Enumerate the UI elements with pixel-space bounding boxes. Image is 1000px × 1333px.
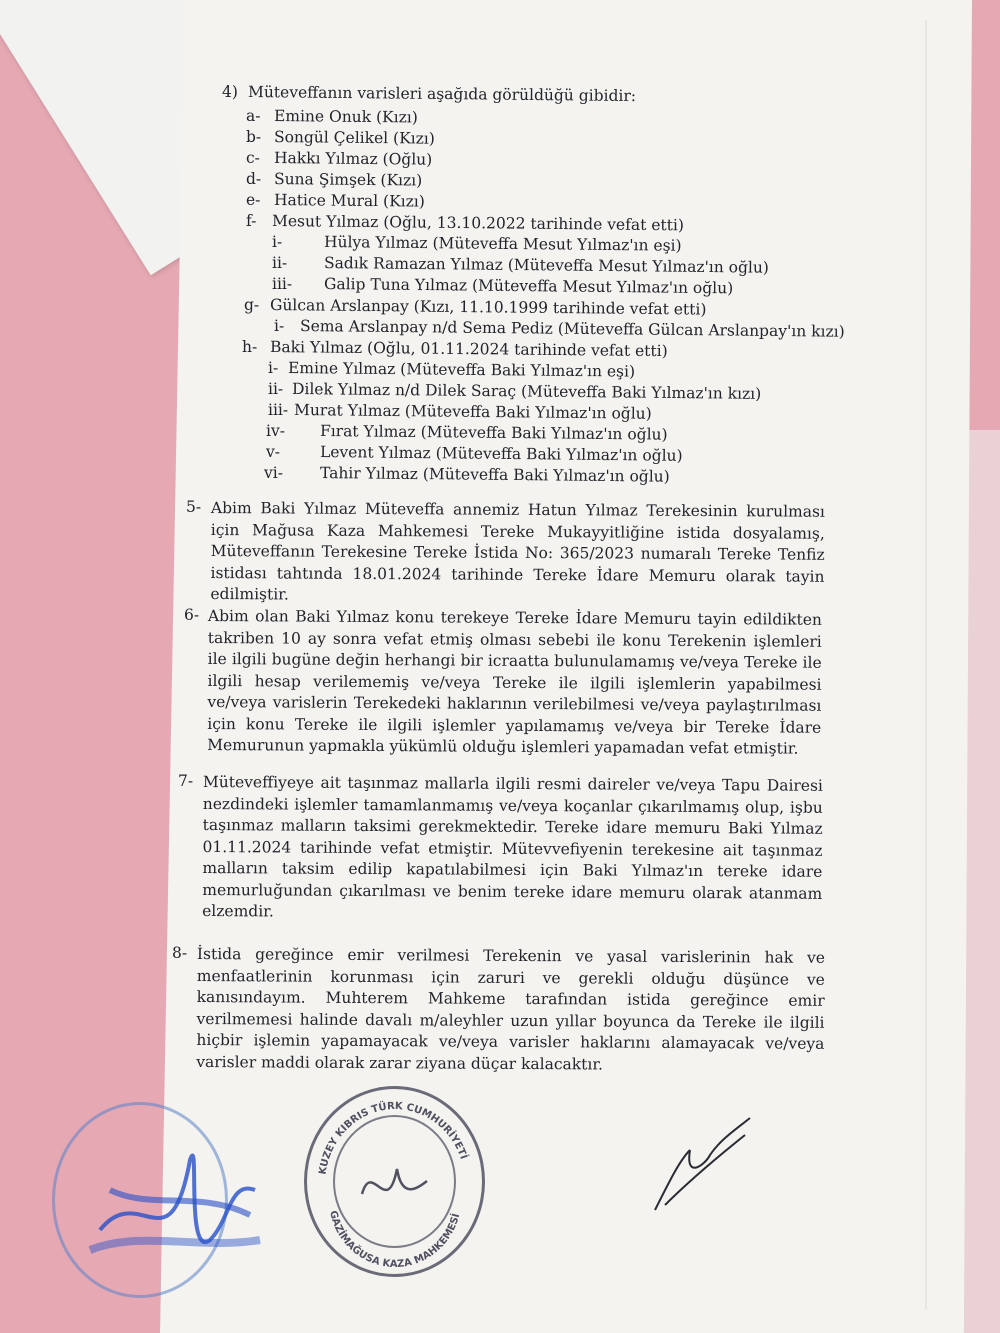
heir-text: Gülcan Arslanpay (Kızı, 11.10.1999 tarihinde vefat etti)	[269, 296, 707, 319]
heir-label: h-	[242, 338, 258, 356]
heir-text: Baki Yılmaz (Oğlu, 01.11.2024 tarihinde vefat etti)	[269, 338, 668, 361]
svg-text:GAZİMAĞUSA KAZA MAHKEMESİ	[327, 1210, 462, 1270]
handwritten-signature	[650, 1110, 760, 1220]
section-4-intro: Müteveffanın varisleri aşağıda görüldüğü gibidir:	[247, 83, 637, 106]
section-8-number: 8-	[172, 944, 188, 962]
court-seal-lettering	[307, 1089, 482, 1274]
heir-label: f-	[246, 212, 257, 230]
heir-label: iv-	[266, 422, 285, 440]
heir-label: i-	[272, 233, 283, 251]
section-4-number: 4)	[222, 83, 238, 101]
heir-label: iii-	[272, 275, 293, 293]
section-5-number: 5-	[186, 498, 202, 516]
heir-label: e-	[246, 191, 261, 209]
court-seal-top-text: KUZEY KIBRIS TÜRK CUMHURİYETİ	[317, 1100, 469, 1176]
heir-text: Fırat Yılmaz (Müteveffa Baki Yılmaz'ın oğlu)	[319, 422, 668, 444]
heir-label: ii-	[272, 254, 288, 272]
blue-signature	[80, 1120, 270, 1290]
heir-text: Mesut Yılmaz (Oğlu, 13.10.2022 tarihinde vefat etti)	[271, 212, 685, 235]
svg-text:KUZEY KIBRIS TÜRK CUMHURİYETİ	[318, 1099, 472, 1176]
heir-label: ii-	[268, 380, 284, 398]
section-6-number: 6-	[184, 606, 200, 624]
heir-text: Murat Yılmaz (Müteveffa Baki Yılmaz'ın oğlu)	[293, 401, 652, 423]
heir-label: c-	[246, 149, 260, 167]
section-7-number: 7-	[178, 772, 194, 790]
heir-text: Galip Tuna Yılmaz (Müteveffa Mesut Yılmaz'ın oğlu)	[323, 275, 734, 298]
section-8-paragraph: İstida gereğince emir verilmesi Terekenin ve yasal varislerinin hak ve menfaatlerinin korunması için zaruri ve gerekli olduğu düşünce ve kanısındayım. Muhterem Mahkeme tarafından istida gereğince emir verilmemesi halinde davalı m/aleyhler uzun yıllar boyunca da Tereke ile ilgili hiçbir işlemin yapamayacak ve/veya varisler haklarını alamayacak ve/veya varisler maddi olarak zarar ziyana düçar kalacaktır.	[196, 945, 825, 1073]
heir-text: Sadık Ramazan Yılmaz (Müteveffa Mesut Yılmaz'ın oğlu)	[323, 254, 770, 277]
heir-text: Emine Onuk (Kızı)	[273, 107, 418, 127]
heir-text: Hülya Yılmaz (Müteveffa Mesut Yılmaz'ın eşi)	[323, 233, 682, 255]
heir-label: iii-	[268, 401, 289, 419]
heir-label: v-	[266, 443, 280, 461]
court-seal-bottom-text: GAZİMAĞUSA KAZA MAHKEMESİ	[327, 1209, 463, 1271]
heir-text: Levent Yılmaz (Müteveffa Baki Yılmaz'ın oğlu)	[319, 443, 683, 465]
heir-label: i-	[268, 359, 279, 377]
heir-text: Suna Şimşek (Kızı)	[273, 170, 423, 190]
heir-label: i-	[274, 317, 285, 335]
heir-label: d-	[246, 170, 262, 188]
heir-text: Songül Çelikel (Kızı)	[273, 128, 435, 148]
heir-text: Tahir Yılmaz (Müteveffa Baki Yılmaz'ın oğlu)	[319, 464, 670, 486]
heir-label: b-	[246, 128, 262, 146]
section-7-paragraph: Müteveffiyeye ait taşınmaz mallarla ilgili resmi daireler ve/veya Tapu Dairesi nezdindeki işlemler tamamlanmamış ve/veya koçanlar çıkarılmamış olup, işbu taşınmaz malların taksimi gerekmektedir. Tereke idare memuru Baki Yılmaz 01.11.2024 tarihinde vefat etmiştir. Mütevvefiyenin terekesine ait taşınmaz malların taksim edilip kapatılabilmesi için Baki Yılmaz'ın tereke idare memurluğundan çıkarılması ve benim tereke idare memuru olarak atanmam elzemdir.	[202, 773, 823, 921]
heir-text: Hakkı Yılmaz (Oğlu)	[273, 149, 433, 169]
heir-text: Hatice Mural (Kızı)	[273, 191, 425, 211]
heir-text: Sema Arslanpay n/d Sema Pediz (Müteveffa Gülcan Arslanpay'ın kızı)	[299, 317, 845, 341]
court-seal-stamp	[304, 1086, 485, 1277]
heir-label: a-	[246, 107, 261, 125]
heir-label: g-	[244, 296, 260, 314]
heir-text: Dilek Yılmaz n/d Dilek Saraç (Müteveffa Baki Yılmaz'ın kızı)	[291, 380, 762, 403]
section-6-paragraph: Abim olan Baki Yılmaz konu terekeye Tereke İdare Memuru tayin edildikten takriben 10 ay sonra vefat etmiş olması sebebi ile konu Terekenin işlemleri ile ilgili bugüne değin herhangi bir icraatta bulunulamamış ve/veya Tereke ile ilgili hesap verilememiş ve/veya Tereke ile ilgili işlemlerin yapabilmesi ve/veya varislerin Terekedeki haklarının verilebilmesi ve/veya paylaştırılması için konu Tereke ile ilgili işlemler yapılamamış ve/veya bir Tereke İdare Memurunun yapmakla yükümlü olduğu işlemleri yapamadan vefat etmiştir.	[207, 607, 822, 758]
heir-label: vi-	[264, 464, 283, 482]
heir-text: Emine Yılmaz (Müteveffa Baki Yılmaz'ın eşi)	[287, 359, 636, 381]
section-5-paragraph: Abim Baki Yılmaz Müteveffa annemiz Hatun Yılmaz Terekesinin kurulması için Mağusa Kaza Mahkemesi Tereke Mukayyitliğine istida dosyalamış, Müteveffanın Terekesine Tereke İstida No: 365/2023 numaralı Tereke Tenfiz istidası tahtında 18.01.2024 tarihinde Tereke İdare Memuru olarak tayin edilmiştir.	[210, 498, 825, 604]
